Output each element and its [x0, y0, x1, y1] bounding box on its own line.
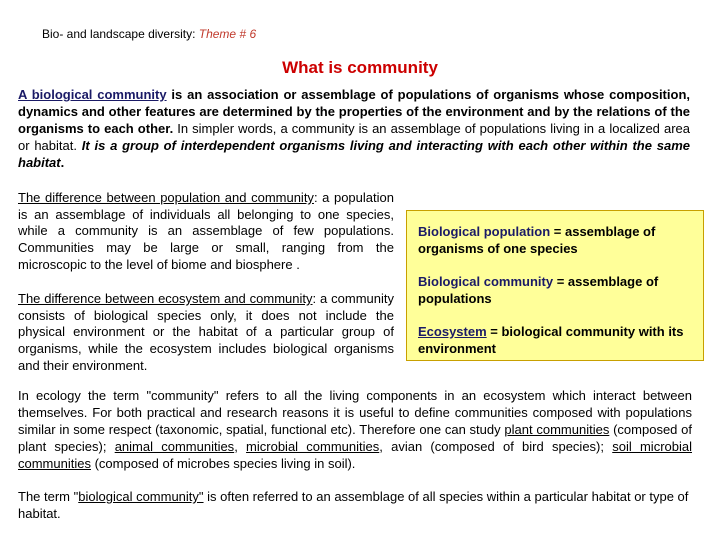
plant-communities-link: plant communities: [504, 422, 610, 437]
bottom-text-4: , avian (composed of bird species);: [379, 439, 613, 454]
animal-communities-link: animal communities: [114, 439, 235, 454]
definitions-box: [406, 210, 704, 361]
biological-community-term: biological community": [78, 489, 204, 504]
bottom-text-5: (composed of microbes species living in soil).: [90, 456, 356, 471]
definition-ecosystem: [418, 323, 693, 357]
definition-population: [418, 223, 693, 257]
paragraph2-text: : a community consists of biological species only, it does not include the physical environment or the habitat of a particular group of organisms, while the ecosystem includes biological organisms and their environment.: [18, 291, 394, 373]
intro-italic-text: It is a group of interdependent organisms living and interacting with each other within the same habitat: [18, 138, 690, 170]
definition-text: = biological community with its environment: [418, 324, 684, 356]
page-title: What is community: [282, 58, 438, 77]
soil-microbial-communities-link: soil microbial communities: [18, 439, 692, 471]
definition-text: = assemblage of populations: [418, 274, 659, 306]
intro-paragraph: [18, 86, 690, 171]
definition-community: [418, 273, 693, 307]
paragraph2-heading: The difference between ecosystem and community: [18, 291, 313, 306]
microbial-communities-link: microbial communities: [246, 439, 380, 454]
definition-text: = assemblage of organisms of one species: [418, 224, 656, 256]
definition-term: Ecosystem: [418, 324, 487, 339]
definition-term: Biological population: [418, 224, 551, 239]
slide-header: [42, 27, 256, 41]
bottom-text-1: In ecology the term "community" refers to all the living components in an ecosystem which interact between themselves. For both practical and research reasons it is useful to define communities composed with populations similar in some respect (taxonomic, spatial, functional etc). Therefore one can study: [18, 388, 692, 437]
ecosystem-vs-community-paragraph: [18, 291, 394, 375]
biological-community-note: [18, 488, 702, 522]
header-prefix: Bio- and landscape diversity:: [42, 27, 199, 41]
intro-term: A biological community: [18, 87, 167, 102]
population-vs-community-paragraph: [18, 190, 394, 274]
ecology-community-paragraph: [18, 387, 692, 472]
theme-label: Theme # 6: [198, 27, 257, 41]
definition-term: Biological community: [418, 274, 554, 289]
intro-bold-text: is an association or assemblage of populations of organisms whose composition, dynamics and other features are determined by the properties of the environment and by the relations of the organisms to each other.: [18, 87, 690, 136]
paragraph1-heading: The difference between population and community: [18, 190, 314, 205]
intro-plain-text: In simpler words, a community is an assemblage of populations living in a localized area or habitat.: [18, 121, 690, 153]
paragraph1-text: : a population is an assemblage of individuals all belonging to one species, while a community is an assemblage of few populations. Communities may be large or small, ranging from the microscopic to the level of biome and biosphere .: [18, 190, 394, 272]
intro-end: .: [60, 155, 65, 170]
bottom-text-3: ,: [234, 439, 247, 454]
bottom-text-2: (composed of plant species);: [18, 422, 693, 454]
last-text-2: is often referred to an assemblage of all species within a particular habitat or type of habitat.: [18, 489, 689, 521]
last-text-1: The term ": [18, 489, 79, 504]
